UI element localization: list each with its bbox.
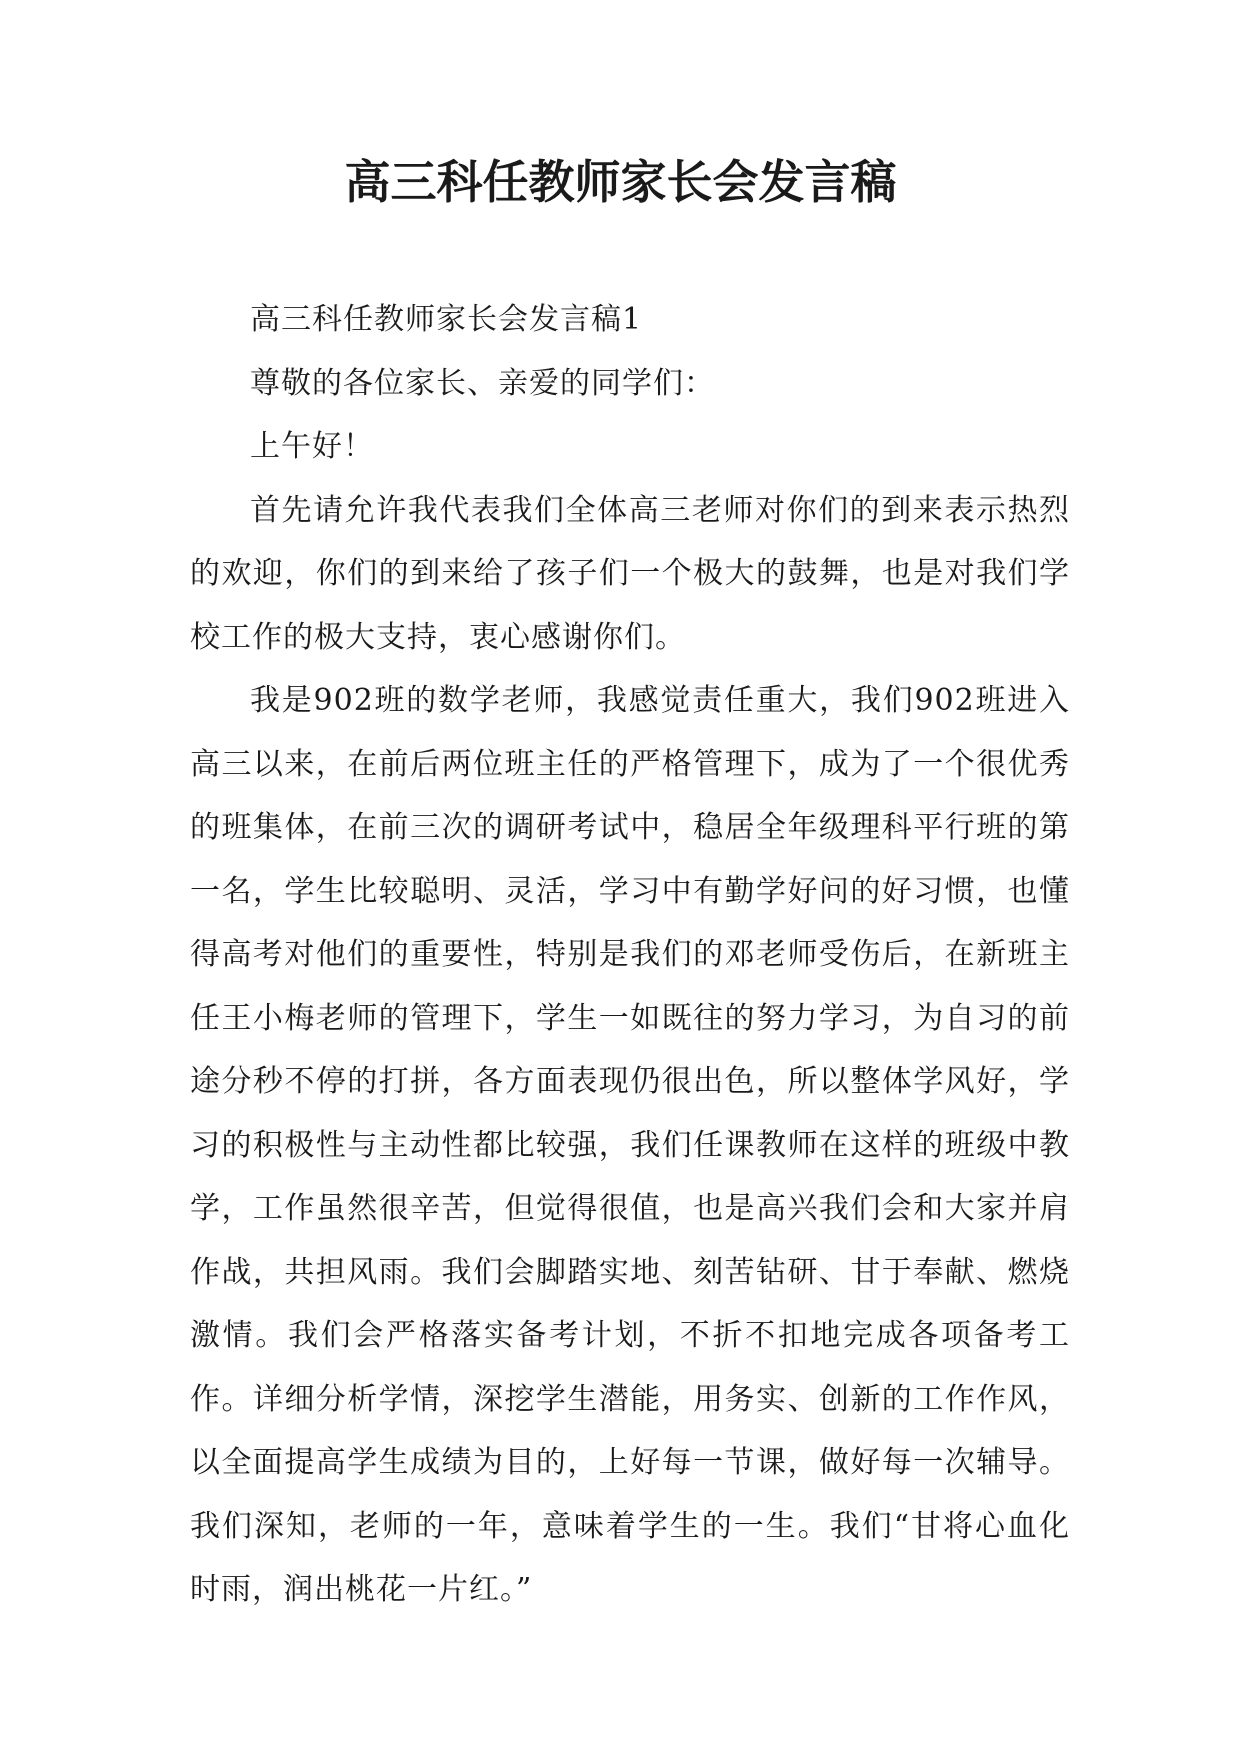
paragraph-main: 我是902班的数学老师，我感觉责任重大，我们902班进入高三以来，在前后两位班主任的严格管理下，成为了一个很优秀的班集体，在前三次的调研考试中，稳居全年级理科平行班的第一名，学生比较聪明、灵活，学习中有勤学好问的好习惯，也懂得高考对他们的重要性，特别是我们的邓老师受伤后，在新班主任王小梅老师的管理下，学生一如既往的努力学习，为自习的前途分秒不停的打拼，各方面表现仍很出色，所以整体学风好，学习的积极性与主动性都比较强，我们任课教师在这样的班级中教学，工作虽然很辛苦，但觉得很值，也是高兴我们会和大家并肩作战，共担风雨。我们会脚踏实地、刻苦钻研、甘于奉献、燃烧激情。我们会严格落实备考计划，不折不扣地完成各项备考工作。详细分析学情，深挖学生潜能，用务实、创新的工作作风，以全面提高学生成绩为目的，上好每一节课，做好每一次辅导。我们深知，老师的一年，意味着学生的一生。我们“甘将心血化时雨，润出桃花一片红。” [190, 683, 1070, 1607]
paragraph-greeting: 上午好！ [250, 429, 374, 464]
document-body [190, 288, 1070, 1622]
paragraph-salutation: 尊敬的各位家长、亲爱的同学们： [250, 365, 715, 401]
paragraph-heading: 高三科任教师家长会发言稿1 [250, 302, 643, 337]
paragraph-welcome: 首先请允许我代表我们全体高三老师对你们的到来表示热烈的欢迎，你们的到来给了孩子们一个极大的鼓舞，也是对我们学校工作的极大支持，衷心感谢你们。 [190, 492, 1070, 655]
document-title: 高三科任教师家长会发言稿 [344, 155, 897, 209]
